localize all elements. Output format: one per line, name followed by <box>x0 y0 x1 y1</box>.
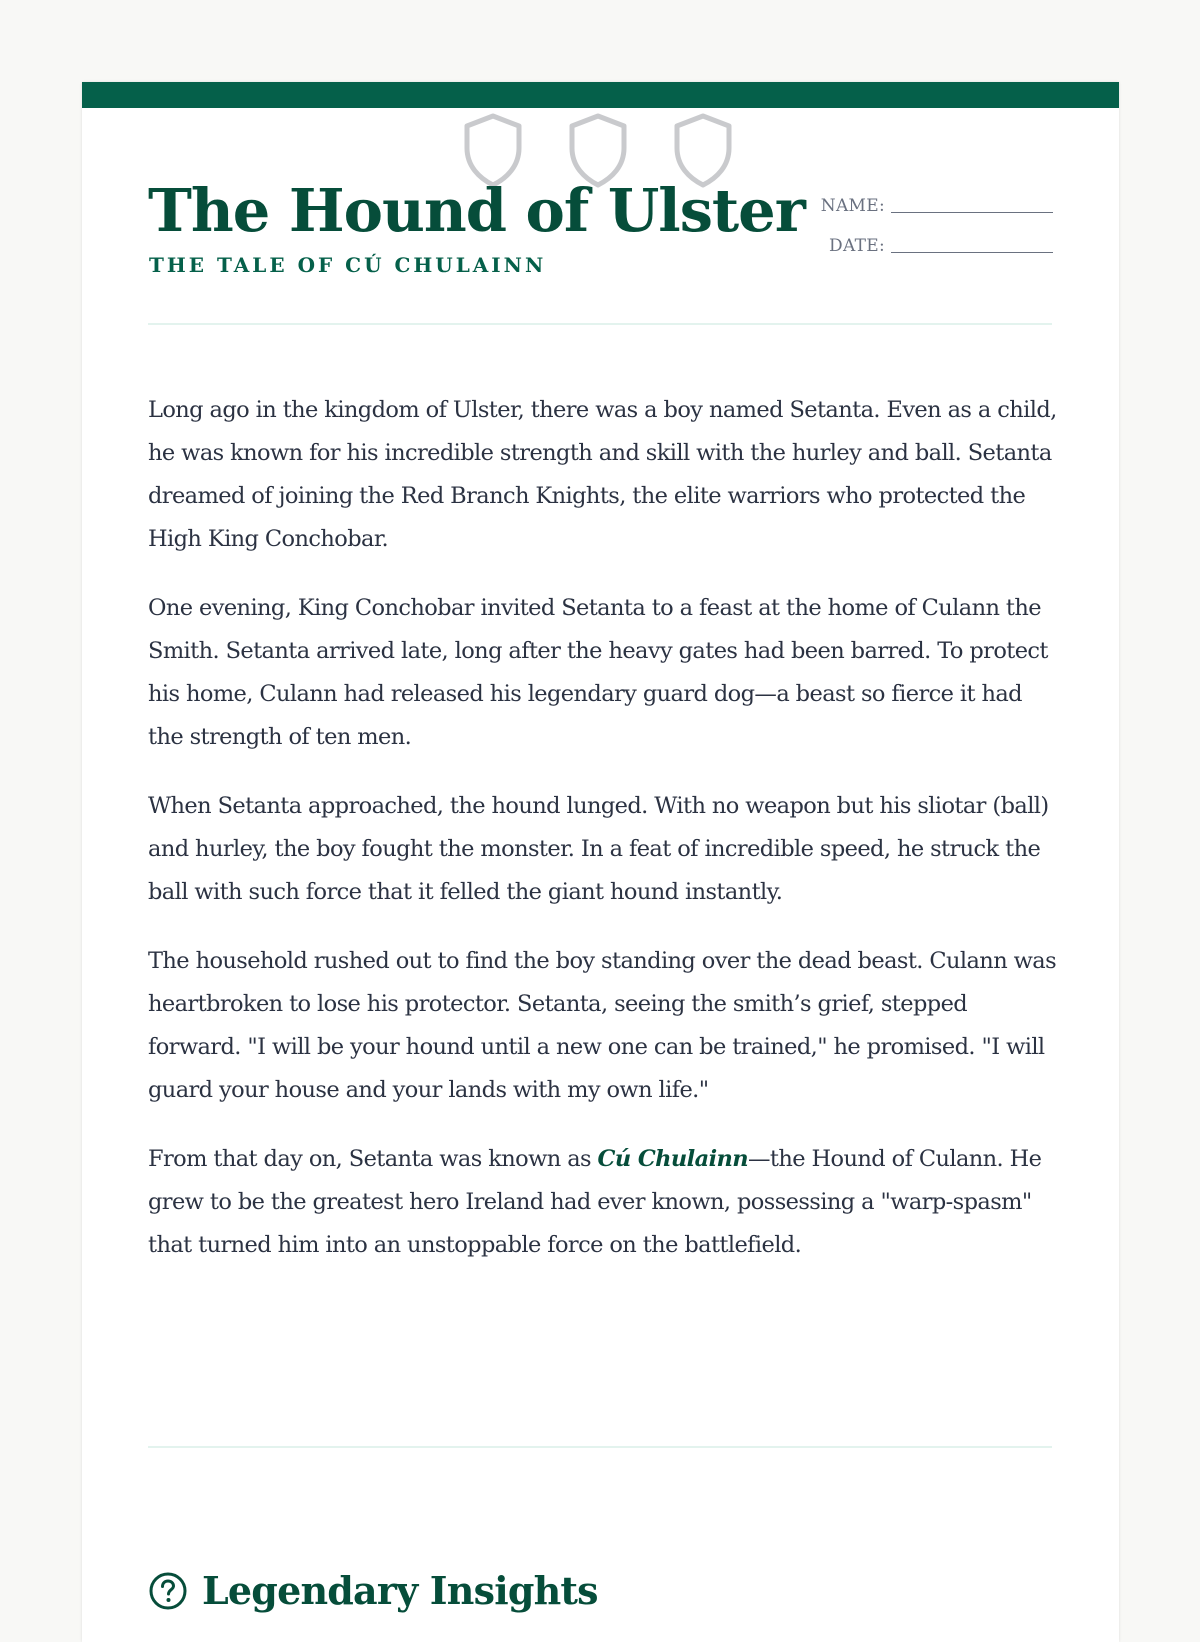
worksheet-page <box>82 82 1119 1642</box>
student-info-fields <box>821 176 1053 256</box>
page-title: The Hound of Ulster <box>148 176 805 245</box>
story-text-before: From that day on, Setanta was known as <box>148 1146 598 1172</box>
section-divider <box>148 1446 1052 1448</box>
date-blank-line[interactable] <box>891 252 1053 253</box>
hero-name: Cú Chulainn <box>597 1146 749 1172</box>
date-field[interactable] <box>821 216 1053 256</box>
insights-heading <box>148 1568 598 1613</box>
name-label: NAME: <box>820 196 885 216</box>
question-circle-icon <box>148 1571 188 1611</box>
name-blank-line[interactable] <box>891 212 1053 213</box>
top-accent-bar <box>82 82 1119 108</box>
story-paragraph-final <box>148 1138 1058 1267</box>
story-paragraph: One evening, King Conchobar invited Setanta to a feast at the home of Culann the Smith. Setanta arrived late, long after the heavy gates had been barred. To protect his home, Culann had released his legendary guard dog—a beast so fierce it had the strength of ten men. <box>148 595 1048 750</box>
page-subtitle: THE TALE OF CÚ CHULAINN <box>149 253 547 277</box>
story-paragraph: Long ago in the kingdom of Ulster, there was a boy named Setanta. Even as a child, he was known for his incredible strength and skill with the hurley and ball. Setanta dreamed of joining the Red Branch Knights, the elite warriors who protected the High King Conchobar. <box>148 397 1057 552</box>
story-text-after: —the Hound of Culann. He grew to be the greatest hero Ireland had ever known, possessing a "warp-spasm" that turned him into an unstoppable force on the battlefield. <box>148 1146 1042 1258</box>
story-paragraph: When Setanta approached, the hound lunged. With no weapon but his sliotar (ball) and hurley, the boy fought the monster. In a feat of incredible speed, he struck the ball with such force that it felled the giant hound instantly. <box>148 793 1049 905</box>
header-divider <box>148 323 1052 325</box>
insights-title: Legendary Insights <box>202 1568 598 1613</box>
story-text <box>148 389 1058 1293</box>
story-paragraph: The household rushed out to find the boy standing over the dead beast. Culann was heartbroken to lose his protector. Setanta, seeing the smith’s grief, stepped forward. "I will be your hound until a new one can be trained," he promised. "I will guard your house and your lands with my own life." <box>148 948 1057 1103</box>
date-label: DATE: <box>829 236 885 256</box>
name-field[interactable] <box>821 176 1053 216</box>
